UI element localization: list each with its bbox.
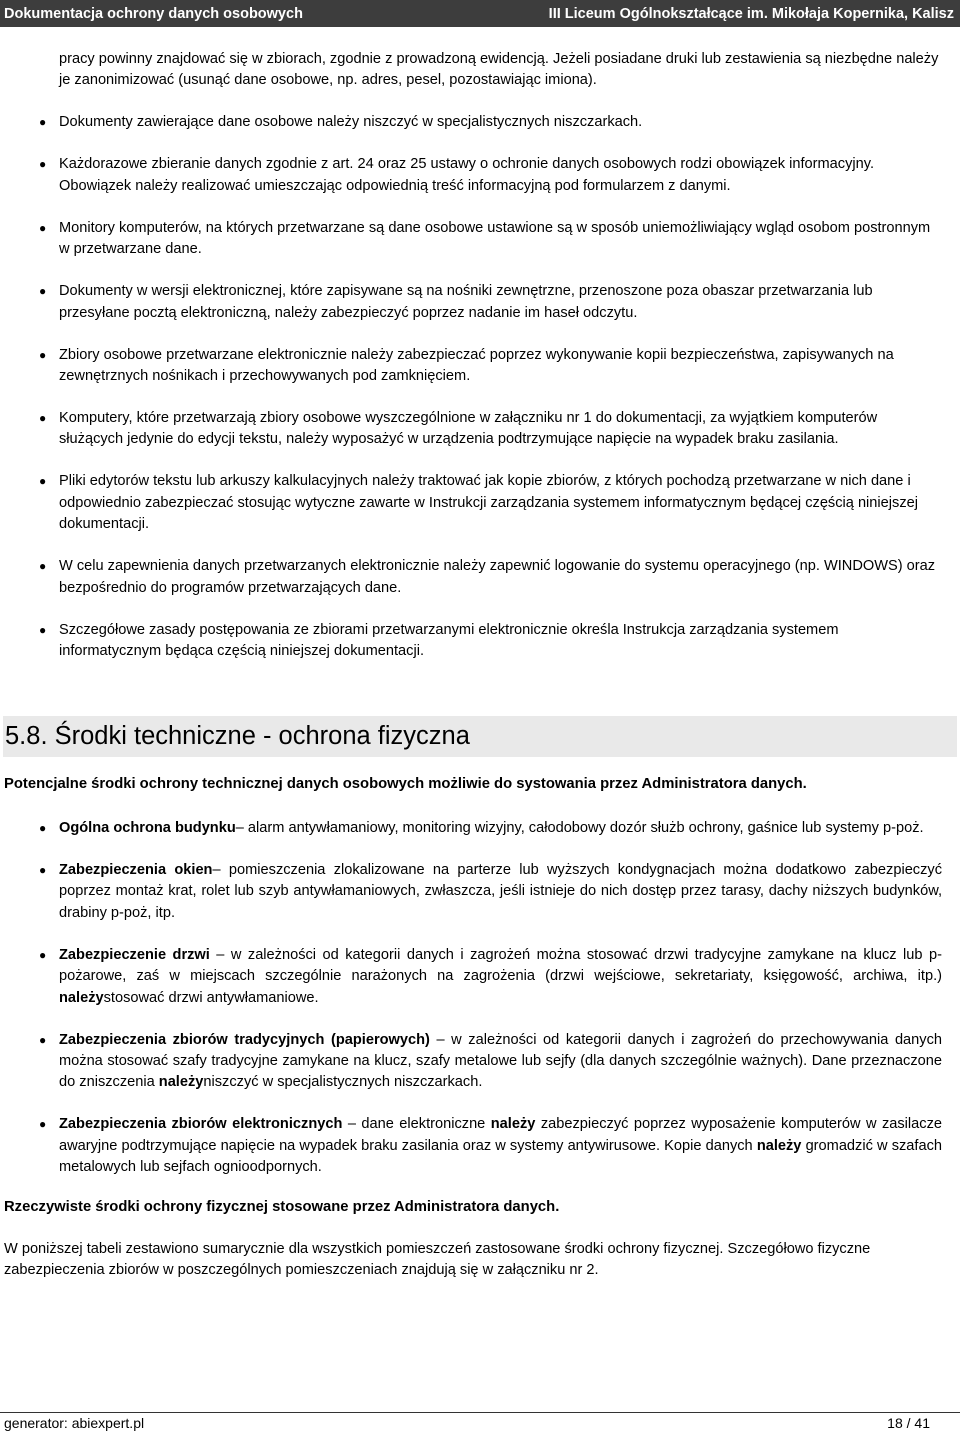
list-item: ● W celu zapewnienia danych przetwarzanych elektronicznie należy zapewnić logowanie do systemu operacyjnego (np. WINDOWS) oraz bezpośrednio do programów przetwarzających dane. (39, 558, 936, 596)
generator-label: generator: abiexpert.pl (4, 1415, 145, 1431)
bullet-icon: ● (39, 1032, 47, 1047)
bullet-icon: ● (39, 1117, 47, 1132)
list-item: ● Monitory komputerów, na których przetwarzane są dane osobowe ustawione są w sposób uniemożliwiający wgląd osobom postronnym w przetwarzane dane. (39, 219, 931, 258)
list-item: ● Zbiory osobowe przetwarzane elektronicznie należy zabezpieczać poprzez wykonywanie kopii bezpieczeństwa, zapisywanych na zewnętrznych nośnikach i przechowywanych pod zamknięciem. (39, 346, 894, 385)
section-lead: Potencjalne środki ochrony technicznej danych osobowych możliwie do systowania przez Administratora danych. (4, 776, 807, 793)
bullet-icon: ● (39, 862, 47, 877)
bullet-icon: ● (39, 947, 47, 962)
bullet-icon: ● (39, 622, 47, 637)
bullet-icon: ● (39, 115, 47, 130)
document-title: Dokumentacja ochrony danych osobowych (4, 5, 303, 22)
bullet-icon: ● (39, 157, 47, 172)
bullet-icon: ● (39, 347, 47, 362)
bullet-icon: ● (39, 284, 47, 299)
list-item: ● Dokumenty zawierające dane osobowe należy niszczyć w specjalistycznych niszczarkach. (0, 112, 960, 133)
list-item: ● Zabezpieczenie drzwi – w zależności od kategorii danych i zagrożeń można stosować drzwi tradycyjne zamykane na klucz lub p-pożarowe, zaś w miejscach szczególnie narażonych na zagrożenia (drzwi wejściowe, sekretariaty, księgowość, archiwa, itp.) należystosować drzwi antywłamaniowe. (39, 946, 942, 1006)
bullet-icon: ● (39, 220, 47, 235)
bullet-icon: ● (39, 559, 47, 574)
summary-paragraph: W poniższej tabeli zestawiono sumarycznie dla wszystkich pomieszczeń zastosowane środki ochrony fizycznej. Szczegółowo fizyczne zabezpieczenia zbiorów w poszczególnych pomieszczeniach znajdują się w załączniku nr 2. (4, 1240, 871, 1278)
page-footer (0, 1412, 960, 1433)
list-item: ● Każdorazowe zbieranie danych zgodnie z art. 24 oraz 25 ustawy o ochronie danych osobowych rodzi obowiązek informacyjny. Obowiązek należy realizować umieszczając odpowiednią treść informacyjną pod formularzem z danymi. (39, 156, 874, 194)
bullet-icon: ● (39, 820, 47, 835)
page-number: 18 / 41 (887, 1415, 930, 1431)
list-item-continuation: pracy powinny znajdować się w zbiorach, zgodnie z prowadzoną ewidencją. Jeżeli posiadane druki lub zestawienia są niezbędne należy je zanonimizować (usunąć dane osobowe, np. adres, pesel, pozostawiając imiona). (59, 51, 939, 89)
list-item: ● Zabezpieczenia zbiorów tradycyjnych (papierowych) – w zależności od kategorii danych i zagrożeń do przechowywania danych można stosować szafy tradycyjne zamykane na klucz, szafy metalowe lub sejfy (dla danych szczególnie ważnych). Dane przeznaczone do zniszczenia należyniszczyć w specjalistycznych niszczarkach. (39, 1031, 943, 1091)
list-item: ● Szczegółowe zasady postępowania ze zbiorami przetwarzanymi elektronicznie określa Instrukcja zarządzania systemem informatycznym będąca częścią niniejszej dokumentacji. (39, 621, 839, 660)
list-item: ● Dokumenty w wersji elektronicznej, które zapisywane są na nośniki zewnętrzne, przenoszone poza obaszar przetwarzania lub przesyłane pocztą elektroniczną, należy zabezpieczyć poprzez nadanie im haseł odczytu. (39, 283, 873, 321)
actual-measures-heading: Rzeczywiste środki ochrony fizycznej stosowane przez Administratora danych. (4, 1199, 560, 1216)
list-item: ● Pliki edytorów tekstu lub arkuszy kalkulacyjnych należy traktować jak kopie zbiorów, z których pochodzą przetwarzane w nich dane i odpowiednio zabezpieczać stosując wytyczne zawarte w Instrukcji zarządzania systemem informatycznym będącej częścią niniejszej dokumentacji. (39, 473, 918, 533)
list-item: ● Ogólna ochrona budynku– alarm antywłamaniowy, monitoring wizyjny, całodobowy dozór służb ochrony, gaśnice lub systemy p-poż. (0, 818, 960, 839)
bullet-icon: ● (39, 411, 47, 426)
page-header (0, 0, 960, 27)
school-name: III Liceum Ogólnokształcące im. Mikołaja Kopernika, Kalisz (548, 5, 954, 22)
security-rules-list (0, 49, 960, 662)
bullet-icon: ● (39, 474, 47, 489)
list-item: ● Komputery, które przetwarzają zbiory osobowe wyszczególnione w załączniku nr 1 do dokumentacji, za wyjątkiem komputerów służących jedynie do edycji tekstu, należy wyposażyć w urządzenia podtrzymujące napięcie na wypadek braku zasilania. (39, 410, 878, 448)
physical-measures-list (0, 818, 960, 1179)
page-content (0, 49, 960, 1281)
list-item: ● Zabezpieczenia zbiorów elektronicznych – dane elektroniczne należy zabezpieczyć poprzez wyposażenie komputerów w zasilacze awaryjne podtrzymujące napięcie na wypadek braku zasilania oraz w systemy antywirusowe. Kopie danych należy gromadzić w szafach metalowych lub sejfach ognioodpornych. (39, 1116, 942, 1176)
section-heading: 5.8. Środki techniczne - ochrona fizyczna (3, 716, 957, 757)
list-item: ● Zabezpieczenia okien– pomieszczenia zlokalizowane na parterze lub wyższych kondygnacjach można dodatkowo zabezpieczyć poprzez montaż krat, rolet lub szyb antywłamaniowych, zwłaszcza, jeśli istnieje do nich dostęp przez tarasy, dachy niższych budynków, drabiny p-poż, itp. (39, 861, 942, 921)
